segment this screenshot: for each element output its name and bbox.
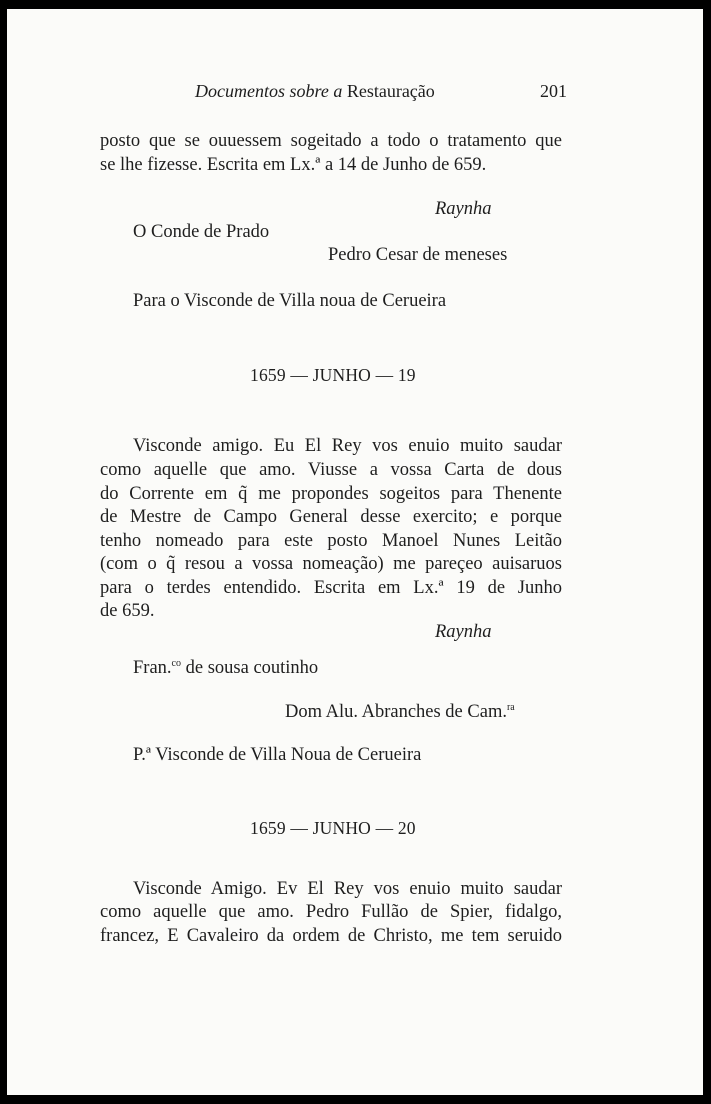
letter1-witness-right: Pedro Cesar de meneses — [328, 245, 508, 265]
letter3-line-1: Visconde Amigo. Ev El Rey vos enuio muito saudar — [133, 879, 562, 899]
letter2-line-3: do Corrente em q̃ me propondes sogeitos para Thenente — [100, 484, 562, 504]
page-number: 201 — [540, 81, 567, 101]
running-header-title: Documentos sobre a Restauração — [195, 81, 435, 101]
letter2-line-2: como aquelle que amo. Viusse a vossa Carta de dous — [100, 460, 562, 480]
letter2-witness-left: Fran.$^{co}$ de sousa coutinho — [133, 657, 319, 678]
letter2-line-8: de 659. — [100, 601, 155, 621]
letter2-date-heading: 1659 — JUNHO — 19 — [250, 365, 416, 385]
letter2-line-1: Visconde amigo. Eu El Rey vos enuio muito saudar — [133, 436, 562, 456]
letter1-witness-left: O Conde de Prado — [133, 222, 270, 242]
letter3-date-heading: 1659 — JUNHO — 20 — [250, 818, 416, 838]
letter3-line-2: como aquelle que amo. Pedro Fullão de Spier, fidalgo, — [100, 902, 562, 922]
letter2-line-4: de Mestre de Campo General desse exercito; e porque — [100, 507, 562, 527]
letter1-signature: Raynha — [435, 199, 492, 219]
letter2-signature: Raynha — [435, 622, 492, 642]
letter2-witness-right: Dom Alu. Abranches de Cam.$^{ra}$ — [285, 701, 515, 722]
letter3-line-3: francez, E Cavaleiro da ordem de Christo, me tem seruido — [100, 926, 562, 946]
letter2-line-5: tenho nomeado para este posto Manoel Nunes Leitão — [100, 531, 562, 551]
letter2-line-6: (com o q̃ resou a vossa nomeação) me pareçeo auisaruos — [100, 554, 562, 574]
letter1-addressee: Para o Visconde de Villa noua de Cerueira — [133, 291, 447, 311]
letter2-addressee: P.ª Visconde de Villa Noua de Cerueira — [133, 745, 422, 765]
letter2-line-7: para o terdes entendido. Escrita em Lx.ª 19 de Junho — [100, 578, 562, 598]
document-page — [7, 9, 703, 1095]
letter1-line-2: se lhe fizesse. Escrita em Lx.ª a 14 de Junho de 659. — [100, 155, 487, 175]
letter1-line-1: posto que se ouuessem sogeitado a todo o tratamento que — [100, 131, 562, 151]
